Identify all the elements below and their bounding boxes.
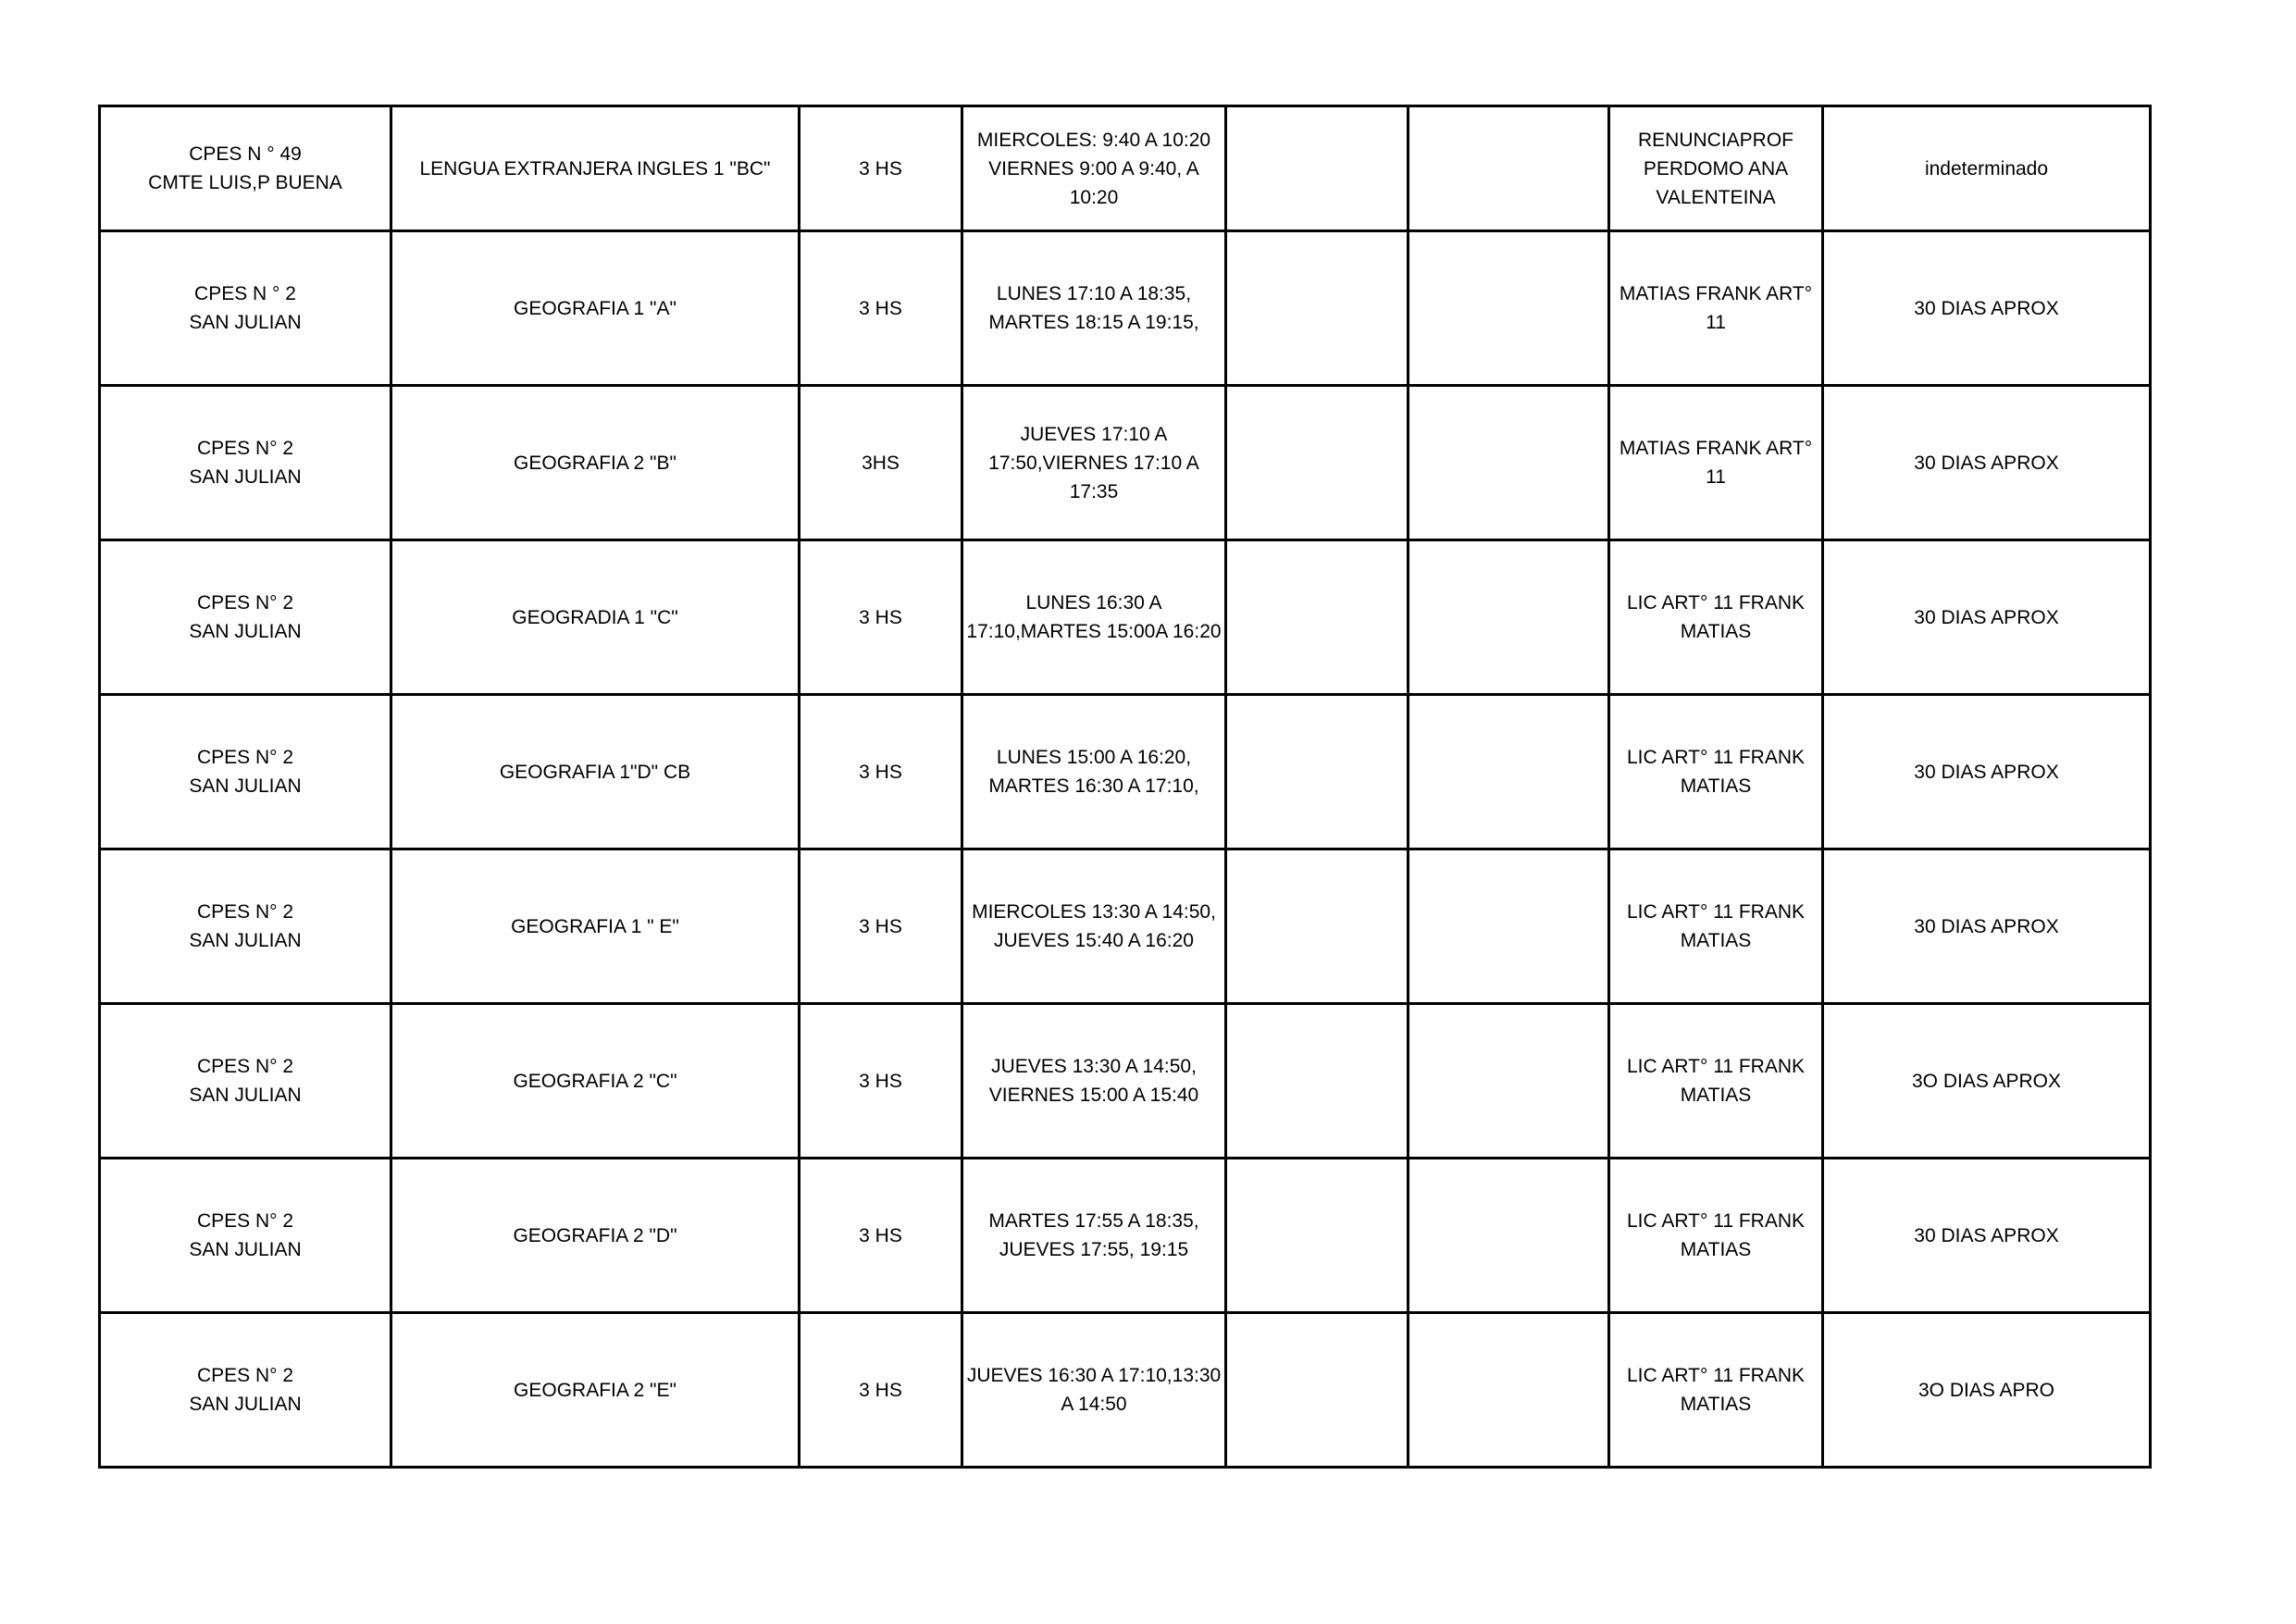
blank-cell-2 [1409,1159,1609,1313]
school-cell: CPES N° 2 SAN JULIAN [100,1313,391,1468]
reason-cell: LIC ART° 11 FRANK MATIAS [1609,849,1823,1004]
table-row [100,1159,2151,1313]
table-row [100,231,2151,386]
hours-cell: 3 HS [800,540,962,695]
duration-cell: 30 DIAS APROX [1823,386,2151,540]
blank-cell-2 [1409,386,1609,540]
school-cell: CPES N° 2 SAN JULIAN [100,1159,391,1313]
schedule-cell: MIERCOLES: 9:40 A 10:20 VIERNES 9:00 A 9:40, A 10:20 [962,106,1226,231]
subject-cell: GEOGRAFIA 2 "B" [391,386,800,540]
schedule-cell: MIERCOLES 13:30 A 14:50, JUEVES 15:40 A 16:20 [962,849,1226,1004]
subject-cell: GEOGRAFIA 2 "D" [391,1159,800,1313]
duration-cell: indeterminado [1823,106,2151,231]
blank-cell-2 [1409,1004,1609,1159]
subject-cell: GEOGRAFIA 1"D" CB [391,695,800,849]
reason-cell: RENUNCIAPROF PERDOMO ANA VALENTEINA [1609,106,1823,231]
table-row [100,386,2151,540]
subject-cell: GEOGRAFIA 2 "E" [391,1313,800,1468]
table-row [100,1313,2151,1468]
table-row [100,849,2151,1004]
duration-cell: 3O DIAS APROX [1823,1004,2151,1159]
subject-cell: GEOGRAFIA 1 "A" [391,231,800,386]
school-cell: CPES N ° 49 CMTE LUIS,P BUENA [100,106,391,231]
school-cell: CPES N° 2 SAN JULIAN [100,695,391,849]
reason-cell: LIC ART° 11 FRANK MATIAS [1609,1313,1823,1468]
blank-cell-2 [1409,540,1609,695]
subject-cell: GEOGRAFIA 1 " E" [391,849,800,1004]
schedule-cell: JUEVES 17:10 A 17:50,VIERNES 17:10 A 17:35 [962,386,1226,540]
blank-cell-1 [1226,231,1409,386]
schedule-cell: JUEVES 13:30 A 14:50, VIERNES 15:00 A 15:40 [962,1004,1226,1159]
blank-cell-1 [1226,540,1409,695]
hours-cell: 3 HS [800,849,962,1004]
blank-cell-2 [1409,231,1609,386]
schedule-cell: JUEVES 16:30 A 17:10,13:30 A 14:50 [962,1313,1226,1468]
blank-cell-1 [1226,849,1409,1004]
table-row [100,695,2151,849]
school-cell: CPES N° 2 SAN JULIAN [100,1004,391,1159]
schedule-cell: LUNES 15:00 A 16:20, MARTES 16:30 A 17:10, [962,695,1226,849]
blank-cell-1 [1226,695,1409,849]
hours-cell: 3HS [800,386,962,540]
hours-cell: 3 HS [800,1159,962,1313]
school-cell: CPES N° 2 SAN JULIAN [100,849,391,1004]
schedule-cell: LUNES 16:30 A 17:10,MARTES 15:00A 16:20 [962,540,1226,695]
schedule-cell: MARTES 17:55 A 18:35, JUEVES 17:55, 19:15 [962,1159,1226,1313]
hours-cell: 3 HS [800,106,962,231]
blank-cell-2 [1409,106,1609,231]
reason-cell: MATIAS FRANK ART° 11 [1609,386,1823,540]
hours-cell: 3 HS [800,231,962,386]
blank-cell-1 [1226,1159,1409,1313]
subject-cell: GEOGRAFIA 2 "C" [391,1004,800,1159]
blank-cell-2 [1409,695,1609,849]
hours-cell: 3 HS [800,695,962,849]
duration-cell: 30 DIAS APROX [1823,695,2151,849]
table-row [100,1004,2151,1159]
reason-cell: LIC ART° 11 FRANK MATIAS [1609,1004,1823,1159]
subject-cell: GEOGRADIA 1 "C" [391,540,800,695]
schedule-cell: LUNES 17:10 A 18:35, MARTES 18:15 A 19:15, [962,231,1226,386]
blank-cell-1 [1226,386,1409,540]
reason-cell: LIC ART° 11 FRANK MATIAS [1609,1159,1823,1313]
blank-cell-1 [1226,106,1409,231]
reason-cell: MATIAS FRANK ART° 11 [1609,231,1823,386]
duration-cell: 30 DIAS APROX [1823,1159,2151,1313]
blank-cell-2 [1409,849,1609,1004]
blank-cell-1 [1226,1004,1409,1159]
duration-cell: 30 DIAS APROX [1823,231,2151,386]
school-cell: CPES N° 2 SAN JULIAN [100,386,391,540]
subject-cell: LENGUA EXTRANJERA INGLES 1 "BC" [391,106,800,231]
blank-cell-2 [1409,1313,1609,1468]
duration-cell: 30 DIAS APROX [1823,540,2151,695]
table-row [100,540,2151,695]
hours-cell: 3 HS [800,1004,962,1159]
school-cell: CPES N° 2 SAN JULIAN [100,540,391,695]
spreadsheet-page [98,105,2149,1469]
school-cell: CPES N ° 2 SAN JULIAN [100,231,391,386]
reason-cell: LIC ART° 11 FRANK MATIAS [1609,695,1823,849]
assignments-table [98,105,2152,1469]
table-row [100,106,2151,231]
blank-cell-1 [1226,1313,1409,1468]
table-body [100,106,2151,1468]
duration-cell: 30 DIAS APROX [1823,849,2151,1004]
duration-cell: 3O DIAS APRO [1823,1313,2151,1468]
reason-cell: LIC ART° 11 FRANK MATIAS [1609,540,1823,695]
hours-cell: 3 HS [800,1313,962,1468]
